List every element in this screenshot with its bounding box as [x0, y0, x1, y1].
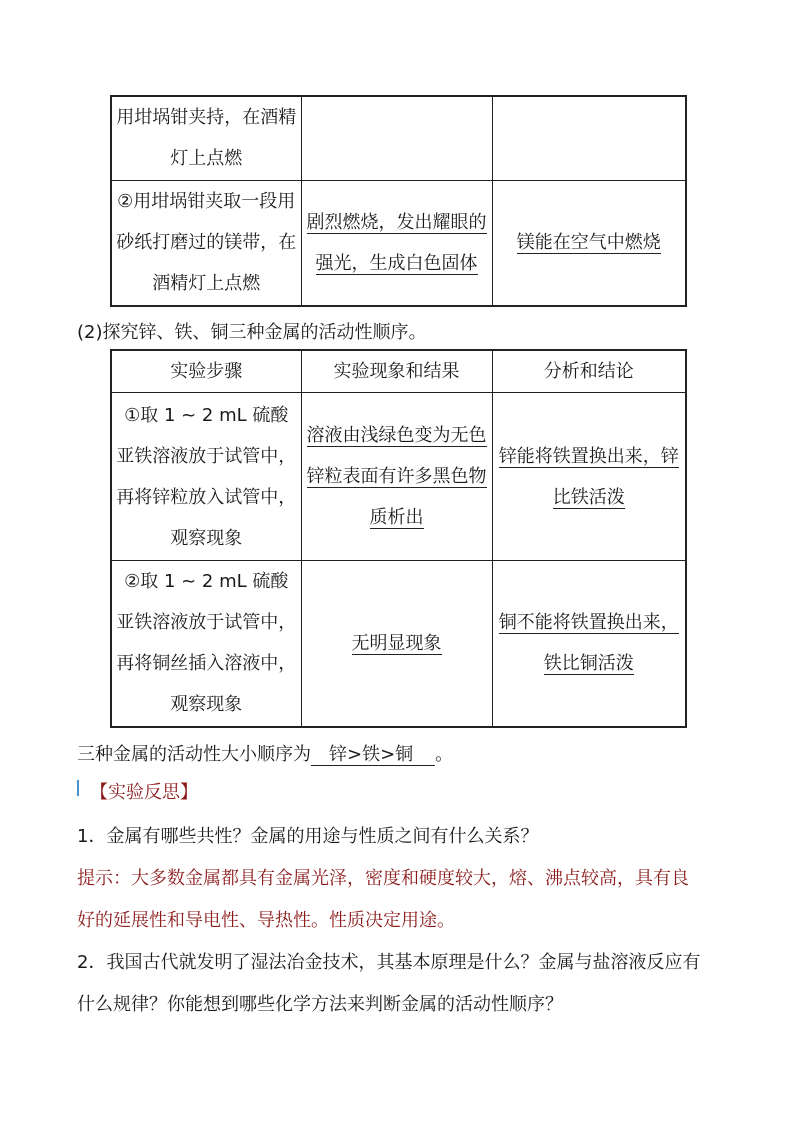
answer-text: 铜不能将铁置换出来，铁比铜活泼	[498, 612, 679, 675]
order-answer: 锌>铁>铜	[311, 744, 435, 766]
answer-text: 镁能在空气中燃烧	[516, 232, 661, 254]
step-cell: ②取 1 ~ 2 mL 硫酸亚铁溶液放于试管中，再将铜丝插入溶液中，观察现象	[111, 561, 301, 727]
activity-order-line	[77, 740, 453, 766]
table-row	[111, 180, 686, 306]
table-row	[111, 96, 686, 180]
phenomenon-cell	[301, 393, 492, 561]
table-header-row	[111, 350, 686, 393]
question-1: 1．金属有哪些共性？金属的用途与性质之间有什么关系？	[77, 826, 539, 847]
table-row	[111, 561, 686, 727]
table-row	[111, 393, 686, 561]
answer-text: 溶液由浅绿色变为无色	[306, 425, 487, 446]
question-2-line-1: 2．我国古代就发明了湿法冶金技术，其基本原理是什么？金属与盐溶液反应有	[77, 952, 701, 973]
hint-line-1: 提示：大多数金属都具有金属光泽，密度和硬度较大，熔、沸点较高，具有良	[77, 868, 689, 889]
answer-text: 有许多黑色物质析出	[369, 466, 487, 528]
column-header: 分析和结论	[492, 350, 686, 393]
answer-text: 锌粒表面	[306, 466, 379, 487]
section-title: (2)探究锌、铁、铜三种金属的活动性顺序。	[77, 322, 427, 343]
order-suffix: 。	[435, 744, 454, 765]
conclusion-cell	[492, 393, 686, 561]
column-header: 实验步骤	[111, 350, 301, 393]
conclusion-cell	[492, 96, 686, 180]
conclusion-cell	[492, 561, 686, 727]
order-prefix: 三种金属的活动性大小顺序为	[77, 744, 311, 765]
reflection-heading: 【实验反思】	[90, 782, 198, 803]
answer-text: 无明显现象	[351, 632, 442, 654]
conclusion-cell	[492, 180, 686, 306]
phenomenon-cell	[301, 180, 492, 306]
experiment-table-1	[110, 95, 687, 307]
phenomenon-cell	[301, 561, 492, 727]
column-header: 实验现象和结果	[301, 350, 492, 393]
question-2-line-2: 什么规律？你能想到哪些化学方法来判断金属的活动性顺序？	[77, 994, 563, 1015]
experiment-table-2	[110, 349, 687, 728]
step-cell: ①取 1 ~ 2 mL 硫酸亚铁溶液放于试管中，再将锌粒放入试管中，观察现象	[111, 393, 301, 561]
step-cell: ②用坩埚钳夹取一段用砂纸打磨过的镁带，在酒精灯上点燃	[111, 180, 301, 306]
answer-text: 锌能将铁置换出来，锌比铁活泼	[498, 445, 679, 508]
step-cell: 用坩埚钳夹持，在酒精灯上点燃	[111, 96, 301, 180]
pin-icon	[77, 780, 83, 796]
hint-line-2: 好的延展性和导电性、导热性。性质决定用途。	[77, 910, 455, 931]
phenomenon-cell	[301, 96, 492, 180]
answer-text: 剧烈燃烧，发出耀眼的强光，生成白色固体	[306, 211, 487, 274]
